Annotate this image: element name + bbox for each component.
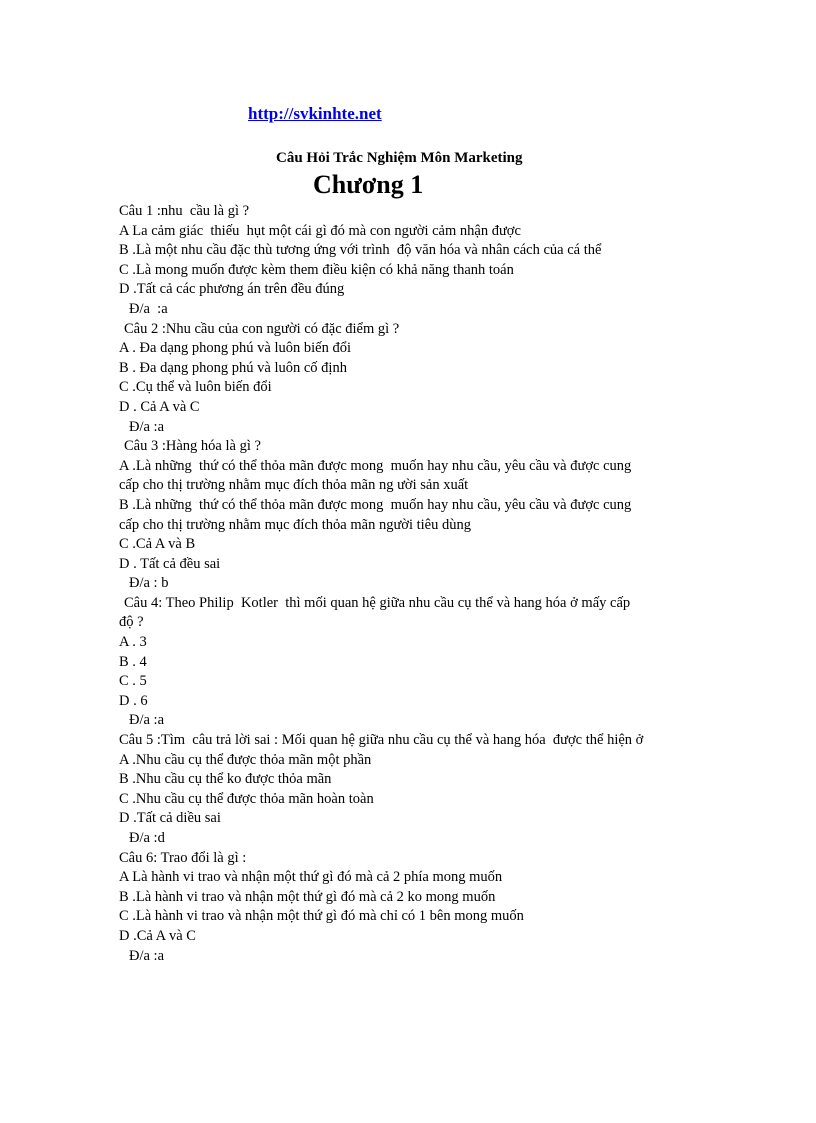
text-line: C .Nhu cầu cụ thể được thỏa mãn hoàn toàn (119, 790, 374, 807)
text-line: B .Là những thứ có thể thỏa mãn được mong muốn hay nhu cầu, yêu cầu và được cung (119, 496, 632, 513)
text-line: Đ/a :a (129, 947, 165, 964)
question-list (119, 202, 709, 966)
text-line: Đ/a :a (129, 418, 165, 435)
text-line: Đ/a :a (129, 712, 165, 729)
text-line: B .Là một nhu cầu đặc thù tương ứng với trình độ văn hóa và nhân cách của cá thể (119, 242, 602, 259)
text-line: B .Nhu cầu cụ thể ko được thỏa mãn (119, 771, 332, 788)
text-line: A . 3 (119, 634, 147, 651)
text-line: A . Đa dạng phong phú và luôn biến đổi (119, 340, 351, 357)
text-line: Đ/a :d (129, 830, 165, 846)
text-line: A La cảm giác thiếu hụt một cái gì đó mà con người cảm nhận được (119, 222, 521, 239)
text-line: Câu 4: Theo Philip Kotler thì mối quan hệ giữa nhu cầu cụ thể và hang hóa ở mấy cấp (124, 594, 631, 611)
text-line: B .Là hành vi trao và nhận một thứ gì đó mà cả 2 ko mong muốn (119, 888, 496, 905)
text-line: C .Là hành vi trao và nhận một thứ gì đó mà chỉ có 1 bên mong muốn (119, 908, 524, 925)
text-line: Đ/a :a (129, 300, 168, 317)
text-line: D . 6 (119, 692, 148, 709)
text-line: độ ? (119, 614, 144, 631)
text-line: C .Cụ thể và luôn biến đổi (119, 379, 272, 396)
text-line: C .Cả A và B (119, 536, 196, 553)
site-link[interactable]: http://svkinhte.net (248, 104, 382, 123)
text-line: A .Là những thứ có thể thỏa mãn được mong muốn hay nhu cầu, yêu cầu và được cung (119, 457, 632, 474)
text-line: B . Đa dạng phong phú và luôn cố định (119, 359, 347, 376)
text-line: D . Tất cả đều sai (119, 555, 221, 572)
text-line: Câu 3 :Hàng hóa là gì ? (124, 438, 261, 455)
text-line: Câu 1 :nhu cầu là gì ? (119, 203, 250, 219)
text-line: Câu 6: Trao đổi là gì : (119, 849, 247, 866)
text-line: Đ/a : b (129, 575, 169, 592)
text-line: C .Là mong muốn được kèm them điều kiện có khả năng thanh toán (119, 261, 514, 278)
text-line: cấp cho thị trường nhằm mục đích thỏa mãn người tiêu dùng (119, 516, 471, 533)
text-line: Câu 2 :Nhu cầu của con người có đặc điểm gì ? (124, 320, 400, 337)
text-line: D .Cả A và C (119, 927, 196, 944)
text-line: A .Nhu cầu cụ thể được thỏa mãn một phần (119, 751, 372, 768)
chapter-heading: Chương 1 (313, 170, 424, 199)
text-line: cấp cho thị trường nhằm mục đích thỏa mãn ng ười sản xuất (119, 477, 469, 494)
text-line: D . Cả A và C (119, 398, 200, 415)
text-line: D .Tất cả diều sai (119, 810, 221, 827)
text-line: C . 5 (119, 673, 147, 690)
text-line: B . 4 (119, 653, 147, 670)
document-subtitle: Câu Hỏi Trắc Nghiệm Môn Marketing (276, 150, 523, 166)
text-line: A Là hành vi trao và nhận một thứ gì đó mà cả 2 phía mong muốn (119, 869, 503, 886)
text-line: Câu 5 :Tìm câu trả lời sai : Mối quan hệ giữa nhu cầu cụ thể và hang hóa được thể hiện ở (119, 732, 644, 749)
text-line: D .Tất cả các phương án trên đều đúng (119, 281, 345, 298)
